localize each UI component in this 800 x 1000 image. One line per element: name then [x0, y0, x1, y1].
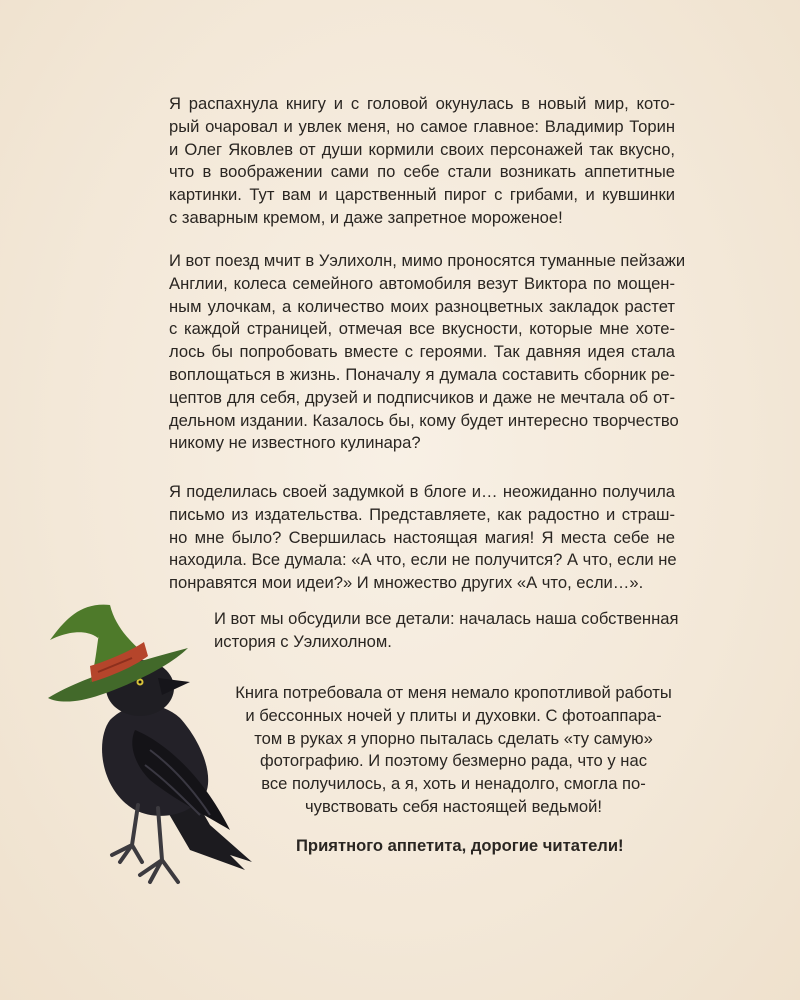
text-line: понравятся мои идеи?» И множество других «А что, если…». — [169, 573, 644, 593]
paragraph-publisher — [169, 481, 675, 595]
paragraph-work — [231, 682, 676, 819]
text-line: Я распахнула книгу и с головой окунулась в новый мир, кото- — [169, 94, 675, 113]
text-line: И вот поезд мчит в Уэлихолн, мимо проносятся туманные пейзажи — [169, 251, 686, 270]
text-line: письмо из издательства. Представляете, как радостно и страш- — [169, 504, 675, 524]
text-line: лось бы попробовать вместе с героями. Так давняя идея стала — [169, 342, 675, 362]
text-line: Я поделилась своей задумкой в блоге и… неожиданно получила — [169, 482, 675, 501]
paragraph-story — [214, 608, 679, 654]
text-line: И вот мы обсудили все детали: началась наша собственная — [214, 609, 679, 628]
closing-line: Приятного аппетита, дорогие читатели! — [296, 836, 624, 855]
text-line: все получилось, а я, хоть и ненадолго, смогла по- — [261, 774, 646, 794]
text-line: находила. Все думала: «А что, если не получится? А что, если не — [169, 550, 677, 570]
text-line: и бессонных ночей у плиты и духовки. С фотоаппара- — [245, 705, 662, 725]
text-line: картинки. Тут вам и царственный пирог с грибами, и кувшинки — [169, 185, 675, 205]
text-line: что в воображении сами по себе стали возникать аппетитные — [169, 162, 675, 182]
text-line: с каждой страницей, отмечая все вкусности, которые мне хоте- — [169, 319, 675, 339]
text-line: чувствовать себя настоящей ведьмой! — [305, 796, 602, 816]
text-line: Англии, колеса семейного автомобиля везут Виктора по мощен- — [169, 273, 675, 293]
text-line: ным улочкам, а количество моих разноцветных закладок растет — [169, 296, 675, 316]
text-line: Книга потребовала от меня немало кропотливой работы — [235, 683, 672, 702]
text-line: цептов для себя, друзей и подписчиков и даже не мечтала об от- — [169, 387, 675, 407]
text-line: но мне было? Свершилась настоящая магия! Я места себе не — [169, 527, 675, 547]
text-line: с заварным кремом, и даже запретное мороженое! — [169, 207, 563, 227]
paragraph-intro — [169, 93, 675, 230]
text-line: воплощаться в жизнь. Поначалу я думала составить сборник ре- — [169, 364, 675, 384]
text-line: никому не известного кулинара? — [169, 433, 421, 453]
text-line: рый очаровал и увлек меня, но самое главное: Владимир Торин — [169, 116, 675, 136]
text-line: и Олег Яковлев от души кормили своих персонажей так вкусно, — [169, 139, 675, 159]
text-line: том в руках я упорно пыталась сделать «ту самую» — [254, 728, 653, 748]
text-line: история с Уэлихолном. — [214, 631, 392, 651]
paragraph-journey — [169, 250, 686, 455]
text-line: фотографию. И поэтому безмерно рада, что у нас — [260, 751, 647, 771]
crow-in-witch-hat-illustration — [40, 600, 270, 920]
text-line: дельном издании. Казалось бы, кому будет интересно творчество — [169, 410, 679, 430]
